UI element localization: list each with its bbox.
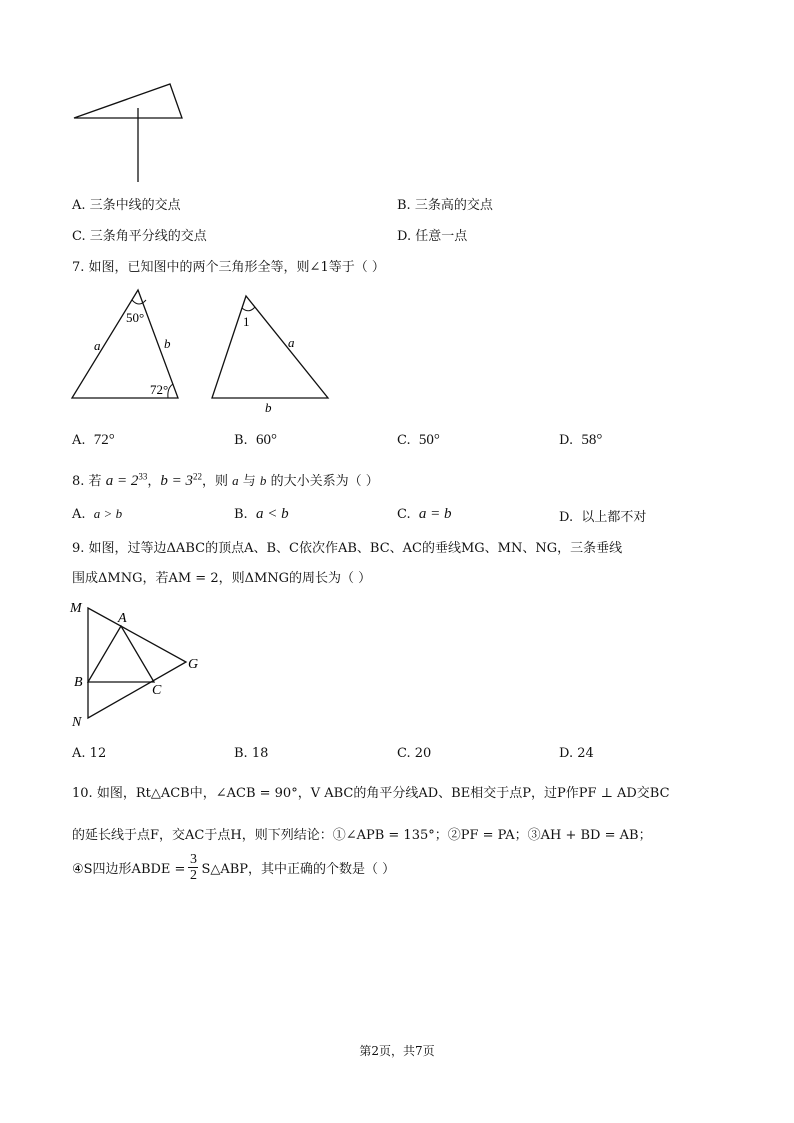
q7-angle-50: 50° <box>126 310 145 325</box>
q7-angle-arc-top <box>132 300 146 304</box>
q6-option-c: C. 三条角平分线的交点 <box>72 229 207 244</box>
q7-label-b-left: b <box>164 336 171 351</box>
q7-label-a-left: a <box>94 338 101 353</box>
q9-label-m: M <box>70 601 82 616</box>
q7-angle-arc-bottom <box>168 384 173 398</box>
q7-angle-arc-1 <box>242 307 255 311</box>
q9-label-b: B <box>74 675 83 690</box>
q9-question-line1: 9. 如图，过等边ΔABC的顶点A、B、C依次作AB、BC、AC的垂线MG、MN、NG，三条垂线 <box>72 541 623 556</box>
q6-option-a: A. 三条中线的交点 <box>72 198 181 213</box>
q7-angle-72: 72° <box>150 382 169 397</box>
q10-fraction: 3 2 <box>189 852 197 883</box>
q7-question: 7. 如图，已知图中的两个三角形全等，则∠1等于（ ） <box>72 260 385 275</box>
q9-label-c: C <box>152 683 162 698</box>
q7-label-a-right: a <box>288 335 295 350</box>
q9-option-b: B. 18 <box>234 746 269 761</box>
q9-triangle-mng <box>88 608 186 718</box>
q7-option-c: C. 50° <box>397 432 440 448</box>
q9-triangle-abc <box>88 626 154 682</box>
q6-option-b: B. 三条高的交点 <box>397 198 493 213</box>
q8-option-b: B. a < b <box>234 506 289 522</box>
q7-option-b: B. 60° <box>234 432 277 448</box>
q8-option-a: A. a > b <box>72 506 123 522</box>
q6-option-d: D. 任意一点 <box>397 229 468 244</box>
q6-triangle <box>74 84 182 118</box>
q8-question: 8. 若 $a = 2^{33}$，$b = 3^{22}$，则 a 与 b 的大小关系为（ ） <box>72 471 379 489</box>
q8-option-d: D. 以上都不对 <box>559 510 647 525</box>
q7-option-a: A. 72° <box>72 432 115 448</box>
q9-option-a: A. 12 <box>72 746 107 761</box>
q10-question-line2: 的延长线于点F，交AC于点H，则下列结论：①∠APB = 135°；②PF = PA；③AH + BD = AB； <box>72 828 652 843</box>
q7-figure <box>66 284 346 416</box>
q9-option-d: D. 24 <box>559 746 594 761</box>
q9-label-a: A <box>118 611 127 626</box>
q9-question-line2: 围成ΔMNG，若AM = 2，则ΔMNG的周长为（ ） <box>72 571 372 586</box>
q9-label-g: G <box>188 657 199 672</box>
q9-label-n: N <box>72 715 82 730</box>
q6-figure <box>70 78 190 188</box>
q10-question-line1: 10. 如图，Rt△ACB中，∠ACB = 90°，V ABC的角平分线AD、BE相交于点P，过P作PF ⊥ AD交BC <box>72 786 670 801</box>
q7-option-d: D. 58° <box>559 432 603 448</box>
q7-angle-1: 1 <box>243 314 250 329</box>
q9-figure <box>66 596 216 730</box>
q7-triangle-right <box>212 296 328 398</box>
page-footer: 第2页，共7页 <box>359 1044 435 1058</box>
q10-question-line3: ④S四边形ABDE = 3 2 S△ABP，其中正确的个数是（ ） <box>72 852 396 883</box>
q8-option-c: C. a = b <box>397 506 452 522</box>
q7-label-b-right: b <box>265 400 272 415</box>
q9-option-c: C. 20 <box>397 746 432 761</box>
